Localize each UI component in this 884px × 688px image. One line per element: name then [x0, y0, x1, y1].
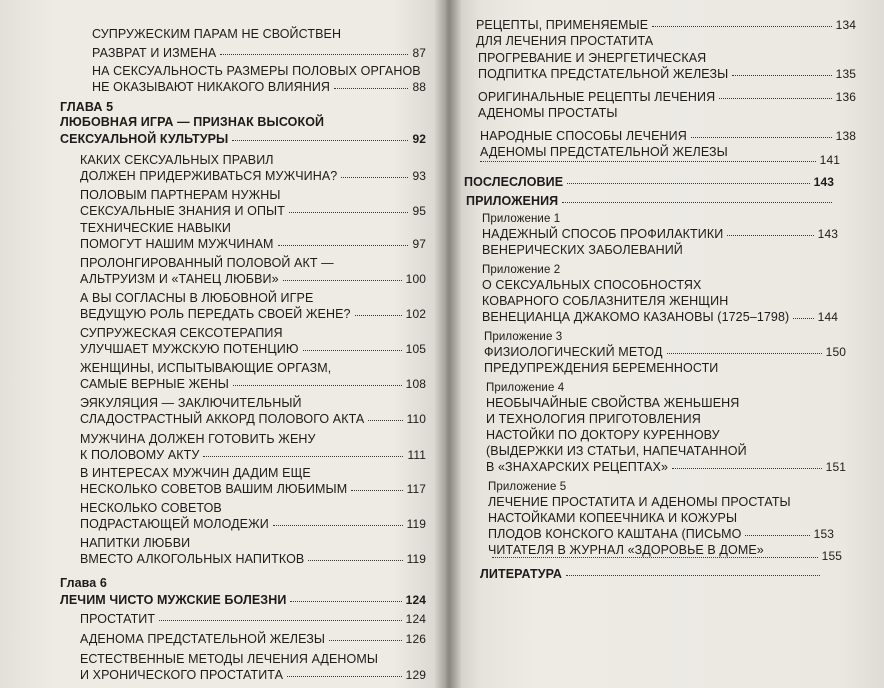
toc-line: НАДЕЖНЫЙ СПОСОБ ПРОФИЛАКТИКИ 143 — [482, 227, 838, 241]
dot-leader — [368, 420, 402, 421]
toc-line: СЕКСУАЛЬНЫЕ ЗНАНИЯ И ОПЫТ 95 — [80, 204, 426, 218]
dot-leader — [220, 54, 408, 55]
toc-line: ПРОГРЕВАНИЕ И ЭНЕРГЕТИЧЕСКАЯ — [478, 51, 707, 65]
dot-leader — [672, 468, 822, 469]
toc-line: В ИНТЕРЕСАХ МУЖЧИН ДАДИМ ЕЩЕ — [80, 466, 311, 480]
toc-entry-text: НЕ ОКАЗЫВАЮТ НИКАКОГО ВЛИЯНИЯ — [92, 80, 331, 94]
toc-page-number: 105 — [405, 342, 426, 356]
toc-page-number: 150 — [825, 345, 846, 359]
toc-line: ВЕДУЩУЮ РОЛЬ ПЕРЕДАТЬ СВОЕЙ ЖЕНЕ? 102 — [80, 307, 426, 321]
dot-leader — [667, 353, 822, 354]
toc-page-number: 134 — [835, 18, 856, 32]
toc-page-number: 102 — [405, 307, 426, 321]
chapter-label: Глава 6 — [60, 576, 107, 590]
toc-page-number: 126 — [405, 632, 426, 646]
toc-line: АДЕНОМЫ ПРОСТАТЫ — [478, 106, 618, 120]
dot-leader — [159, 620, 402, 621]
toc-page-number: 138 — [835, 129, 856, 143]
dot-leader — [355, 315, 402, 316]
dot-leader — [652, 26, 832, 27]
toc-line: ПЛОДОВ КОНСКОГО КАШТАНА (ПИСЬМО 153 — [488, 527, 834, 541]
dot-leader — [727, 235, 813, 236]
toc-line: ПОДРАСТАЮЩЕЙ МОЛОДЕЖИ 119 — [80, 517, 426, 531]
dot-leader — [341, 177, 408, 178]
toc-line: И ТЕХНОЛОГИЯ ПРИГОТОВЛЕНИЯ — [486, 412, 701, 426]
toc-line: НЕОБЫЧАЙНЫЕ СВОЙСТВА ЖЕНЬШЕНЯ — [486, 396, 740, 410]
toc-page-number: 143 — [813, 175, 834, 189]
appendix-label: Приложение 1 — [482, 213, 561, 225]
toc-line: ВМЕСТО АЛКОГОЛЬНЫХ НАПИТКОВ 119 — [80, 552, 426, 566]
toc-line: ВЕНЕЦИАНЦА ДЖАКОМО КАЗАНОВЫ (1725–1798) 144 — [482, 310, 838, 324]
toc-line — [476, 152, 840, 168]
toc-page-number: 117 — [406, 482, 426, 496]
toc-line: СЛАДОСТРАСТНЫЙ АККОРД ПОЛОВОГО АКТА 110 — [80, 412, 426, 426]
toc-line: ПОЛОВЫМ ПАРТНЕРАМ НУЖНЫ — [80, 188, 281, 202]
toc-page-number: 141 — [819, 153, 840, 167]
toc-line — [92, 63, 421, 79]
toc-line: НАСТОЙКАМИ КОПЕЕЧНИКА И КОЖУРЫ — [488, 511, 738, 525]
toc-line — [92, 45, 426, 61]
toc-entry-text: РАЗВРАТ И ИЗМЕНА — [92, 46, 217, 60]
toc-line — [92, 26, 341, 42]
toc-page-number: 119 — [406, 517, 426, 531]
toc-entry-text: СУПРУЖЕСКИМ ПАРАМ НЕ СВОЙСТВЕН — [92, 27, 342, 41]
toc-page-number: 88 — [412, 80, 426, 94]
dot-leader — [290, 601, 401, 602]
toc-page-number: 108 — [405, 377, 426, 391]
dot-leader — [562, 202, 832, 203]
toc-line: НАПИТКИ ЛЮБВИ — [80, 536, 191, 550]
dot-leader — [329, 640, 402, 641]
toc-line: О СЕКСУАЛЬНЫХ СПОСОБНОСТЯХ — [482, 278, 702, 292]
chapter-label: ГЛАВА 5 — [60, 100, 114, 114]
dot-leader — [334, 88, 408, 89]
section-title: ЛИТЕРАТУРА — [480, 566, 824, 582]
toc-page-number: 135 — [835, 67, 856, 81]
section-title: ПОСЛЕСЛОВИЕ 143 — [464, 175, 834, 189]
toc-page-number: 119 — [406, 552, 426, 566]
toc-line: АДЕНОМА ПРЕДСТАТЕЛЬНОЙ ЖЕЛЕЗЫ 126 — [80, 632, 426, 646]
toc-line: ДЛЯ ЛЕЧЕНИЯ ПРОСТАТИТА — [476, 34, 654, 48]
toc-line: КАКИХ СЕКСУАЛЬНЫХ ПРАВИЛ — [80, 153, 274, 167]
section-title: ПРИЛОЖЕНИЯ — [466, 193, 836, 209]
dot-leader — [287, 676, 402, 677]
toc-page-number: 111 — [407, 448, 426, 462]
toc-line: САМЫЕ ВЕРНЫЕ ЖЕНЫ 108 — [80, 377, 426, 391]
toc-line: ЭЯКУЛЯЦИЯ — ЗАКЛЮЧИТЕЛЬНЫЙ — [80, 396, 302, 410]
toc-page-number: 124 — [405, 612, 426, 626]
dot-leader — [308, 560, 402, 561]
dot-leader — [232, 140, 408, 141]
toc-line: НЕСКОЛЬКО СОВЕТОВ — [80, 501, 222, 515]
dot-leader — [719, 98, 831, 99]
dot-leader — [793, 318, 813, 319]
appendix-label: Приложение 2 — [482, 264, 561, 276]
appendix-label: Приложение 3 — [484, 331, 563, 343]
dot-leader — [745, 535, 809, 536]
toc-page-number: 136 — [835, 90, 856, 104]
toc-page-number: 92 — [412, 132, 426, 146]
toc-page-number: 97 — [412, 237, 426, 251]
toc-line: АДЕНОМЫ ПРЕДСТАТЕЛЬНОЙ ЖЕЛЕЗЫ — [480, 145, 728, 159]
toc-page-number: 143 — [817, 227, 838, 241]
dot-leader — [203, 456, 403, 457]
toc-line: ПРЕДУПРЕЖДЕНИЯ БЕРЕМЕННОСТИ — [484, 361, 719, 375]
toc-line: НЕСКОЛЬКО СОВЕТОВ ВАШИМ ЛЮБИМЫМ 117 — [80, 482, 426, 496]
dot-leader — [283, 280, 402, 281]
right-page — [446, 0, 884, 688]
toc-line: ПОДПИТКА ПРЕДСТАТЕЛЬНОЙ ЖЕЛЕЗЫ 135 — [478, 67, 856, 81]
toc-page-number: 93 — [412, 169, 426, 183]
toc-line: А ВЫ СОГЛАСНЫ В ЛЮБОВНОЙ ИГРЕ — [80, 291, 314, 305]
toc-entry-text: НА СЕКСУАЛЬНОСТЬ РАЗМЕРЫ ПОЛОВЫХ ОРГАНОВ — [92, 64, 421, 78]
appendix-label: Приложение 4 — [486, 382, 565, 394]
toc-line: ОРИГИНАЛЬНЫЕ РЕЦЕПТЫ ЛЕЧЕНИЯ 136 — [478, 90, 856, 104]
appendix-label: Приложение 5 — [488, 481, 567, 493]
toc-line: ПРОСТАТИТ 124 — [80, 612, 426, 626]
chapter-title: СЕКСУАЛЬНОЙ КУЛЬТУРЫ 92 — [60, 132, 426, 146]
toc-line: СУПРУЖЕСКАЯ СЕКСОТЕРАПИЯ — [80, 326, 283, 340]
toc-line: МУЖЧИНА ДОЛЖЕН ГОТОВИТЬ ЖЕНУ — [80, 432, 316, 446]
dot-leader — [492, 557, 818, 558]
toc-line: ЧИТАТЕЛЯ В ЖУРНАЛ «ЗДОРОВЬЕ В ДОМЕ» — [488, 543, 764, 557]
toc-page-number: 155 — [821, 549, 842, 563]
dot-leader — [480, 161, 816, 162]
toc-line: НАСТОЙКИ ПО ДОКТОРУ КУРЕННОВУ — [486, 428, 720, 442]
toc-line: ЛЕЧЕНИЕ ПРОСТАТИТА И АДЕНОМЫ ПРОСТАТЫ — [488, 495, 791, 509]
toc-line: ПРОЛОНГИРОВАННЫЙ ПОЛОВОЙ АКТ — — [80, 256, 334, 270]
dot-leader — [732, 75, 831, 76]
dot-leader — [289, 212, 409, 213]
toc-page-number: 124 — [405, 593, 426, 607]
toc-page-number: 87 — [412, 46, 426, 60]
toc-line: ЖЕНЩИНЫ, ИСПЫТЫВАЮЩИЕ ОРГАЗМ, — [80, 361, 332, 375]
toc-line: (ВЫДЕРЖКИ ИЗ СТАТЬИ, НАПЕЧАТАННОЙ — [486, 444, 747, 458]
toc-page-number: 151 — [825, 460, 846, 474]
dot-leader — [566, 575, 820, 576]
chapter-title: ЛЮБОВНАЯ ИГРА — ПРИЗНАК ВЫСОКОЙ — [60, 115, 325, 129]
dot-leader — [351, 490, 402, 491]
toc-page-number: 129 — [405, 668, 426, 682]
toc-line: ВЕНЕРИЧЕСКИХ ЗАБОЛЕВАНИЙ — [482, 243, 683, 257]
toc-line: ПОМОГУТ НАШИМ МУЖЧИНАМ 97 — [80, 237, 426, 251]
toc-line: РЕЦЕПТЫ, ПРИМЕНЯЕМЫЕ 134 — [476, 18, 856, 32]
toc-line: ФИЗИОЛОГИЧЕСКИЙ МЕТОД 150 — [484, 345, 846, 359]
chapter-title: ЛЕЧИМ ЧИСТО МУЖСКИЕ БОЛЕЗНИ 124 — [60, 593, 426, 607]
toc-line: ТЕХНИЧЕСКИЕ НАВЫКИ — [80, 221, 231, 235]
dot-leader — [567, 183, 809, 184]
dot-leader — [278, 245, 409, 246]
toc-line: УЛУЧШАЕТ МУЖСКУЮ ПОТЕНЦИЮ 105 — [80, 342, 426, 356]
toc-page-number: 95 — [412, 204, 426, 218]
toc-line: АЛЬТРУИЗМ И «ТАНЕЦ ЛЮБВИ» 100 — [80, 272, 426, 286]
toc-page-number: 153 — [813, 527, 834, 541]
toc-page-number: 144 — [817, 310, 838, 324]
toc-line: ДОЛЖЕН ПРИДЕРЖИВАТЬСЯ МУЖЧИНА? 93 — [80, 169, 426, 183]
dot-leader — [303, 350, 402, 351]
dot-leader — [233, 385, 402, 386]
toc-page-number: 110 — [406, 412, 426, 426]
toc-page-number: 100 — [405, 272, 426, 286]
toc-line — [92, 79, 426, 95]
dot-leader — [273, 525, 403, 526]
toc-line — [488, 548, 842, 564]
toc-line: НАРОДНЫЕ СПОСОБЫ ЛЕЧЕНИЯ 138 — [480, 129, 856, 143]
toc-line: К ПОЛОВОМУ АКТУ 111 — [80, 448, 426, 462]
dot-leader — [691, 137, 832, 138]
toc-line: КОВАРНОГО СОБЛАЗНИТЕЛЯ ЖЕНЩИН — [482, 294, 729, 308]
toc-line: И ХРОНИЧЕСКОГО ПРОСТАТИТА 129 — [80, 668, 426, 682]
toc-line: В «ЗНАХАРСКИХ РЕЦЕПТАХ» 151 — [486, 460, 846, 474]
toc-line: ЕСТЕСТВЕННЫЕ МЕТОДЫ ЛЕЧЕНИЯ АДЕНОМЫ — [80, 652, 379, 666]
